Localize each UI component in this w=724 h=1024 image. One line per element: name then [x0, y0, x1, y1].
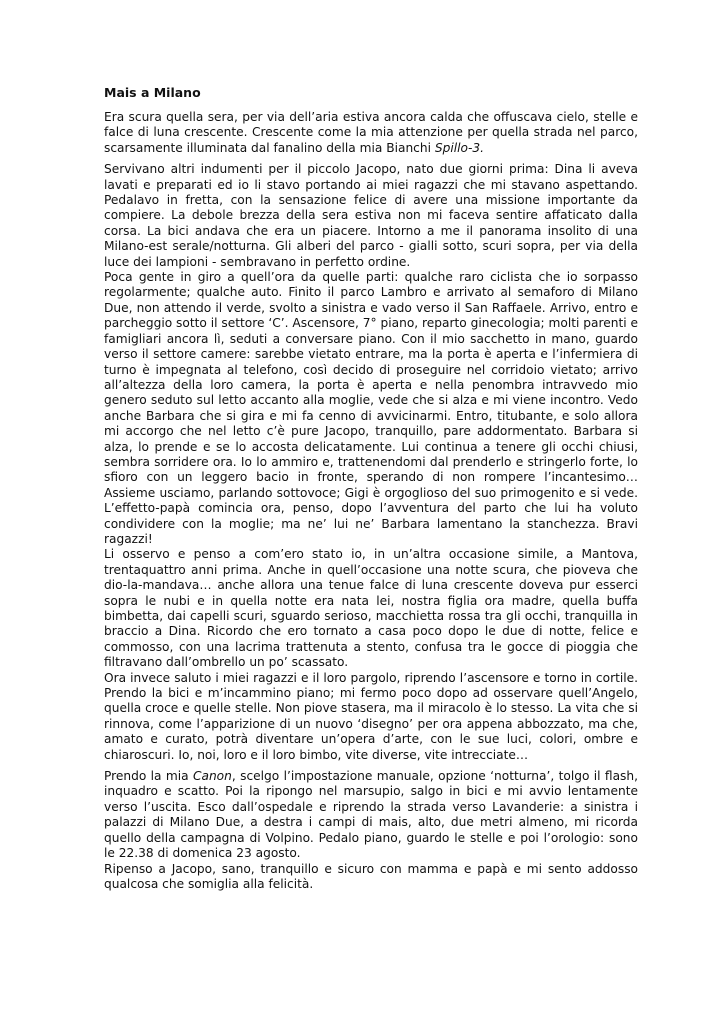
- paragraph-1-text: Era scura quella sera, per via dell’aria estiva ancora calda che offuscava cielo, stelle e falce di luna crescente. Crescente come la mia attenzione per quella strada nel parco, scarsamente illuminata dal fanalino della mia Bianchi: [104, 110, 638, 155]
- paragraph-2: Servivano altri indumenti per il piccolo Jacopo, nato due giorni prima: Dina li aveva lavati e preparati ed io li stavo portando ai miei ragazzi che mi stavano aspettando. Pedalavo in fretta, con la sensazione felice di avere una missione importante da compiere. La debole brezza della sera estiva non mi faceva sentire affaticato dalla corsa. La bici andava che era un piacere. Intorno a me il panorama insolito di una Milano-est serale/notturna. Gli alberi del parco - gialli sotto, scuri sopra, per via della luce dei lampioni - sembravano in perfetto ordine.: [104, 162, 638, 269]
- paragraph-6: [104, 769, 638, 861]
- paragraph-6-text: Prendo la mia: [104, 769, 193, 784]
- paragraph-3: Poca gente in giro a quell’ora da quelle parti: qualche raro ciclista che io sorpasso regolarmente; qualche auto. Finito il parco Lambro e arrivato al semaforo di Milano Due, non attendo il verde, svolto a sinistra e vado verso il San Raffaele. Arrivo, entro e parcheggio sotto il settore ‘C’. Ascensore, 7° piano, reparto ginecologia; molti parenti e famigliari ancora lì, seduti a conversare piano. Con il mio sacchetto in mano, guardo verso il settore camere: sarebbe vietato entrare, ma la porta è aperta e l’infermiera di turno è impegnata al telefono, così decido di proseguire nel corridoio vietato; arrivo all’altezza della loro camera, la porta è aperta e nella penombra intravvedo mio genero seduto sul letto accanto alla moglie, vede che si alza e mi viene incontro. Vedo anche Barbara che si gira e mi fa cenno di avvicinarmi. Entro, titubante, e solo allora mi accorgo che nel letto c’è pure Jacopo, tranquillo, pare addormentato. Barbara si alza, lo prende e se lo accosta delicatamente. Lui continua a tenere gli occhi chiusi, sembra sorridere ora. Io lo ammiro e, trattenendomi dal prenderlo e stringerlo forte, lo sfioro con un leggero bacio in fronte, sperando di non rompere l’incantesimo… Assieme usciamo, parlando sottovoce; Gigi è orgoglioso del suo primogenito e si vede. L’effetto-papà comincia ora, penso, dopo l’avventura del parto che lui ha voluto condividere con la moglie; ma ne’ lui ne’ Barbara lamentano la stanchezza. Bravi ragazzi!: [104, 270, 638, 546]
- bike-model: Spillo-3.: [434, 140, 484, 155]
- paragraph-5: Ora invece saluto i miei ragazzi e il loro pargolo, riprendo l’ascensore e torno in cortile. Prendo la bici e m’incammino piano; mi fermo poco dopo ad osservare quell’Angelo, quella croce e quelle stelle. Non piove stasera, ma il miracolo è lo stesso. La vita che si rinnova, come l’apparizione di un nuovo ‘disegno’ per ora appena abbozzato, ma che, amato e curato, potrà diventare un’opera d’arte, con le sue luci, colori, ombre e chiaroscuri. Io, noi, loro e il loro bimbo, vite diverse, vite intrecciate…: [104, 670, 638, 762]
- camera-brand: Canon: [192, 769, 232, 784]
- document-title: Mais a Milano: [104, 85, 201, 100]
- paragraph-6-tail: , scelgo l’impostazione manuale, opzione ‘notturna’, tolgo il flash, inquadro e scatto. Poi la ripongo nel marsupio, salgo in bici e mi avvio lentamente verso l’uscita. Esco dall’ospedale e riprendo la strada verso Lavanderie: a sinistra i palazzi di Milano Due, a destra i campi di mais, alto, due metri almeno, mi ricorda quello della campagna di Volpino. Pedalo piano, guardo le stelle e poi l’orologio: sono le 22.38 di domenica 23 agosto.: [104, 769, 639, 861]
- paragraph-4: Li osservo e penso a com’ero stato io, in un’altra occasione simile, a Mantova, trentaquattro anni prima. Anche in quell’occasione una notte scura, che pioveva che dio-la-mandava… anche allora una tenue falce di luna crescente doveva pur esserci sopra le nubi e in quella notte era nata lei, nostra figlia ora madre, quella buffa bimbetta, dai capelli scuri, sguardo serioso, macchietta rossa tra gli occhi, tranquilla in braccio a Dina. Ricordo che ero tornato a casa poco dopo le due di notte, felice e commosso, con una lacrima trattenuta a stento, confusa tra le gocce di pioggia che filtravano dall’ombrello un po’ scassato.: [104, 547, 638, 670]
- paragraph-1: [104, 110, 638, 156]
- paragraph-7: Ripenso a Jacopo, sano, tranquillo e sicuro con mamma e papà e mi sento addosso qualcosa che somiglia alla felicità.: [104, 861, 638, 891]
